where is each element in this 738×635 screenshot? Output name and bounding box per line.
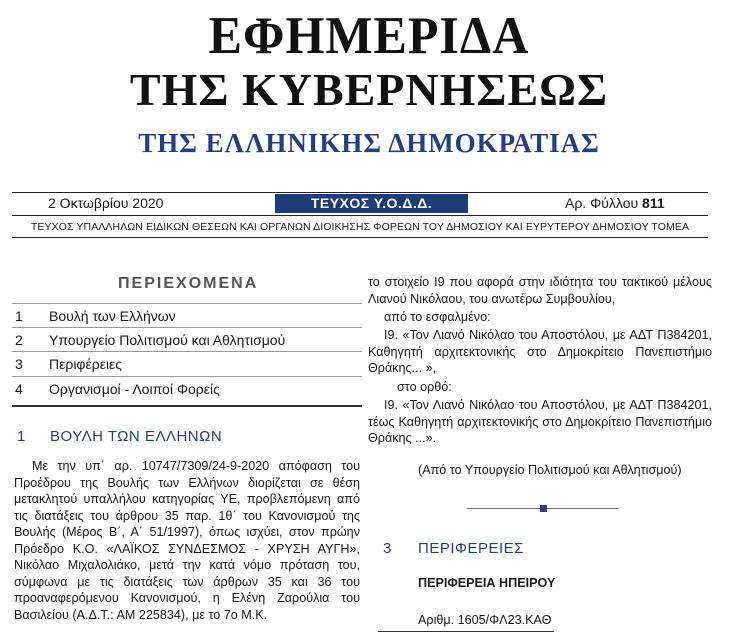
toc-item[interactable] [12, 303, 362, 328]
section-1-title: ΒΟΥΛΗ ΤΩΝ ΕΛΛΗΝΩΝ [50, 428, 223, 445]
masthead-title-line2: ΤΗΣ ΚΥΒΕΡΝΗΣΕΩΣ [129, 64, 609, 115]
decision-number: Αριθμ. 1605/ΦΛ23.ΚΑΘ [418, 613, 552, 627]
toc-item-label: Περιφέρειες [49, 356, 123, 372]
toc-item-label: Βουλή των Ελλήνων [49, 308, 176, 324]
sheet-label: Αρ. Φύλλου [565, 195, 639, 211]
header-bottom-rule [12, 237, 708, 238]
section-3-title: ΠΕΡΙΦΕΡΕΙΕΣ [418, 540, 524, 557]
correction-source: (Από το Υπουργείο Πολιτισμού και Αθλητισμού) [418, 463, 682, 477]
masthead-subtitle: ΤΗΣ ΕΛΛΗΝΙΚΗΣ ΔΗΜΟΚΡΑΤΙΑΣ [138, 128, 600, 158]
series-description: ΤΕΥΧΟΣ ΥΠΑΛΛΗΛΩΝ ΕΙΔΙΚΩΝ ΘΕΣΕΩΝ ΚΑΙ ΟΡΓΑΝΩΝ ΔΙΟΙΚΗΣΗΣ ΦΟΡΕΩΝ ΤΟΥ ΔΗΜΟΣΙΟΥ ΚΑΙ ΕΥΡΥΤΕΡΟΥ ΔΗΜΟΣΙΟΥ ΤΟΜΕΑ [30, 221, 690, 233]
section-divider-dot [540, 505, 547, 512]
section-3-number: 3 [383, 540, 392, 557]
correction-from-label: από το εσφαλμένο: [384, 310, 491, 324]
sheet-number [565, 195, 665, 211]
header-top-rule [12, 192, 708, 193]
region-heading: ΠΕΡΙΦΕΡΕΙΑ ΗΠΕΙΡΟΥ [418, 576, 556, 590]
decision-rule [378, 631, 554, 632]
toc-bottom-rule [12, 405, 362, 407]
sheet-value: 811 [642, 195, 665, 211]
toc-item-label: Υπουργείο Πολιτισμού και Αθλητισμού [49, 332, 286, 348]
correction-to-label: στο ορθό: [397, 380, 452, 394]
toc-item-number: 2 [15, 332, 23, 348]
toc-item[interactable] [12, 351, 362, 376]
issue-date: 2 Οκτωβρίου 2020 [48, 195, 164, 211]
issue-badge: ΤΕΥΧΟΣ Υ.Ο.Δ.Δ. [275, 194, 468, 213]
toc-item-number: 4 [15, 381, 23, 397]
correction-correct-text: Ι9. «Τον Λιανό Νικόλαο του Αποστόλου, με ΑΔΤ Π384201, τέως Καθηγητή αρχιτεκτονικής στο Δημοκρίτειο Πανεπιστήμιο Θράκης ...». [368, 398, 712, 445]
toc-item[interactable] [12, 376, 362, 401]
section-1-number: 1 [17, 428, 26, 445]
toc-item[interactable] [12, 327, 362, 352]
correction-wrong-text: Ι9. «Τον Λιανό Νικόλαο του Αποστόλου, με ΑΔΤ Π384201, Καθηγητή αρχιτεκτονικής στο Δημοκρίτειο Πανεπιστήμιο Θράκης... », [368, 328, 712, 375]
toc-item-number: 1 [15, 308, 23, 324]
correction-intro: το στοιχείο Ι9 που αφορά στην ιδιότητα του τακτικού μέλους Λιανού Νικόλαου, του ανωτέρω Συμβουλίου, [368, 275, 712, 306]
toc-item-label: Οργανισμοί - Λοιποί Φορείς [49, 381, 220, 397]
masthead-title-line1: ΕΦΗΜΕΡΙΔΑ [208, 5, 530, 65]
section-1-body: Με την υπ΄ αρ. 10747/7309/24-9-2020 απόφαση του Προέδρου της Βουλής των Ελλήνων διορίζεται σε θέση μετακλητού υπαλλήλου κατηγορίας ΥΕ, προβλεπόμενη από τις διατάξεις του άρθρου 35 παρ. 1θ΄ του Κανονισμού της Βουλής (Μέρος Β΄, Α΄ 51/1997), όπως ισχύει, στον πρώην Πρόεδρο Κ.Ο. «ΛΑΪΚΟΣ ΣΥΝΔΕΣΜΟΣ - ΧΡΥΣΗ ΑΥΓΗ», Νικόλαο Μιχαλολιάκο, μετά την κατά νόμο πρόταση του, σύμφωνα με τις διατάξεις των άρθρων 35 και 36 του προαναφερόμενου Κανονισμού, η Ελένη Ζαρούλια του Βασιλείου (Α.Δ.Τ.: ΑΜ 225834), με το 7ο Μ.Κ. [14, 459, 360, 622]
toc-title: ΠΕΡΙΕΧΟΜΕΝΑ [118, 275, 259, 292]
header-mid-rule [12, 215, 708, 216]
toc-item-number: 3 [15, 356, 23, 372]
